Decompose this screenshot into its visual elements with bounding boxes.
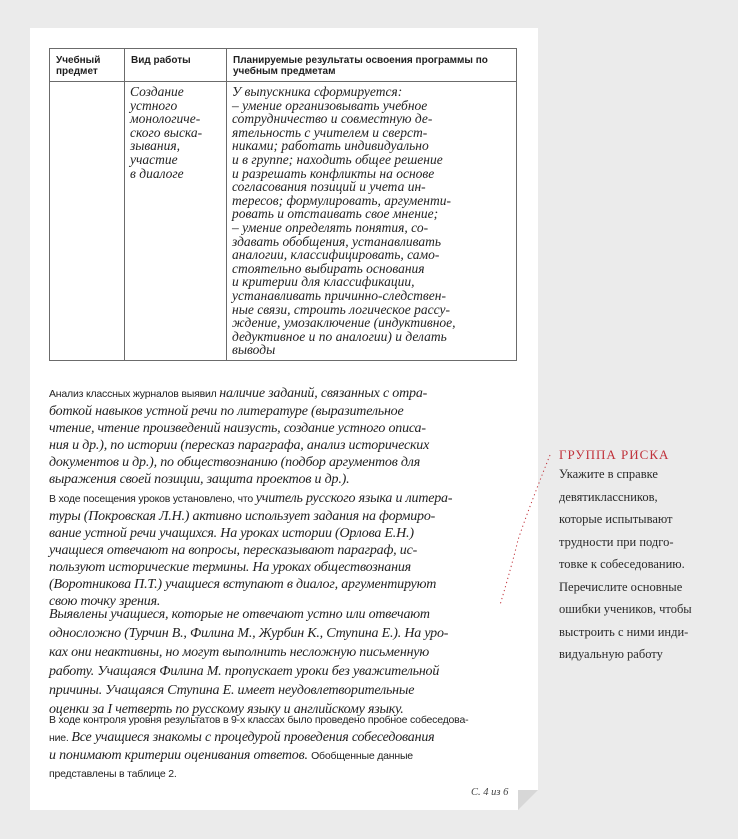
regular-segment: Анализ классных журналов выявил xyxy=(49,388,220,400)
text-line: и в группе; находить общее решение xyxy=(232,151,443,167)
text-line: выстроить с ними инди- xyxy=(559,624,689,639)
text-line: здавать обобщения, устанавливать xyxy=(232,233,441,249)
text-line: устного xyxy=(130,97,178,113)
text-line: никами; работать индивидуально xyxy=(232,138,429,154)
sidebar-note xyxy=(559,463,709,666)
regular-segment: В ходе контроля уровня результатов в 9-х классах было проведено пробное собеседова- xyxy=(49,714,469,726)
text-line: – умение организовывать учебное xyxy=(232,97,428,113)
italic-segment: туры (Покровская Л.Н.) активно использует задания на формиро- xyxy=(49,509,436,524)
text-line: и критерии для классификации, xyxy=(232,274,415,290)
italic-segment: документов и др.), по обществознанию (подбор аргументов для xyxy=(49,455,420,470)
header-subject: Учебный предмет xyxy=(50,49,125,82)
regular-segment: ние. xyxy=(49,732,72,744)
regular-segment: В ходе посещения уроков установлено, что xyxy=(49,493,256,505)
text-line: товке к собеседованию. xyxy=(559,557,685,571)
italic-segment: учащиеся отвечают на вопросы, пересказывают параграф, ис- xyxy=(49,543,418,558)
italic-segment: односложно (Турчин В., Филина М., Журбин К., Ступина Е.). На уро- xyxy=(49,626,449,641)
text-line: дедуктивное и по аналогии) и делать xyxy=(232,328,447,344)
italic-segment: Выявлены учащиеся, которые не отвечают устно или отвечают xyxy=(49,607,430,622)
text-line: участие xyxy=(130,151,178,167)
italic-segment: ния и др.), по истории (пересказ параграфа, анализ исторических xyxy=(49,438,430,453)
text-line: У выпускника сформируется: xyxy=(232,84,403,99)
text-line: в диалоге xyxy=(130,165,184,181)
text-line: Перечислите основные xyxy=(559,579,683,594)
italic-segment: вание устной речи учащихся. На уроках истории (Орлова Е.Н.) xyxy=(49,526,414,541)
text-line: трудности при подго- xyxy=(559,534,674,549)
header-work-type: Вид работы xyxy=(125,49,227,82)
text-line: стоятельно выбирать основания xyxy=(232,260,425,276)
italic-segment: Все учащиеся знакомы с процедурой проведения собеседования xyxy=(71,730,435,745)
page-number: С. 4 из 6 xyxy=(471,787,509,798)
italic-segment: чтение, чтение произведений наизусть, создание устного описа- xyxy=(49,421,426,436)
italic-segment: свою точку зрения. xyxy=(49,594,161,609)
italic-segment: причины. Учащаяся Ступина Е. имеет неудовлетворительные xyxy=(49,683,415,698)
text-line: видуальную работу xyxy=(559,647,663,661)
italic-segment: оценки за I четверть по русскому языку и английскому языку. xyxy=(49,702,404,717)
text-line: аналогии, классифицировать, само- xyxy=(232,247,440,263)
text-line: устанавливать причинно-следствен- xyxy=(232,287,446,303)
text-line: тересов; формулировать, аргументи- xyxy=(232,192,451,208)
italic-segment: боткой навыков устной речи по литературе (выразительное xyxy=(49,404,404,419)
text-line: ждение, умозаключение (индуктивное, xyxy=(232,315,456,331)
text-line: ошибки учеников, чтобы xyxy=(559,602,692,616)
italic-segment: пользуют исторические термины. На уроках обществознания xyxy=(49,560,411,575)
italic-segment: и понимают критерии оценивания ответов. xyxy=(49,748,312,763)
sidebar-title: ГРУППА РИСКА xyxy=(559,447,670,462)
header-planned-results: Планируемые результаты освоения программы по учебным предметам xyxy=(227,49,517,82)
text-line: – умение определять понятия, со- xyxy=(232,219,429,235)
regular-segment: Обобщенные данные xyxy=(311,750,413,762)
text-line: ятельность с учителем и сверст- xyxy=(232,124,428,140)
italic-segment: учитель русского языка и литера- xyxy=(255,491,453,506)
text-line: монологиче- xyxy=(130,111,201,127)
regular-segment: представлены в таблице 2. xyxy=(49,768,177,780)
text-line: Укажите в справке xyxy=(559,467,658,481)
italic-segment: (Воротникова П.Т.) учащиеся вступают в диалог, аргументируют xyxy=(49,577,437,592)
text-line: выводы xyxy=(232,342,276,358)
text-line: ского выска- xyxy=(130,124,203,140)
text-line: и разрешать конфликты на основе xyxy=(232,165,435,181)
italic-segment: ках они неактивны, но могут выполнить несложную письменную xyxy=(49,645,429,660)
text-line: девятиклассников, xyxy=(559,489,658,504)
text-line: которые испытывают xyxy=(559,512,673,526)
text-line: ровать и отстаивать свое мнение; xyxy=(232,206,439,222)
text-line: сотрудничество и совместную де- xyxy=(232,111,433,127)
italic-segment: наличие заданий, связанных с отра- xyxy=(219,386,428,401)
italic-segment: выражения своей позиции, защита проектов и др.). xyxy=(49,472,350,487)
italic-segment: работу. Учащаяся Филина М. пропускает уроки без уважительной xyxy=(49,664,440,679)
text-line: зывания, xyxy=(130,138,181,154)
text-line: согласования позиций и учета ин- xyxy=(232,179,426,195)
text-line: Создание xyxy=(130,84,184,99)
text-line: ные связи, строить логическое рассу- xyxy=(232,301,451,317)
